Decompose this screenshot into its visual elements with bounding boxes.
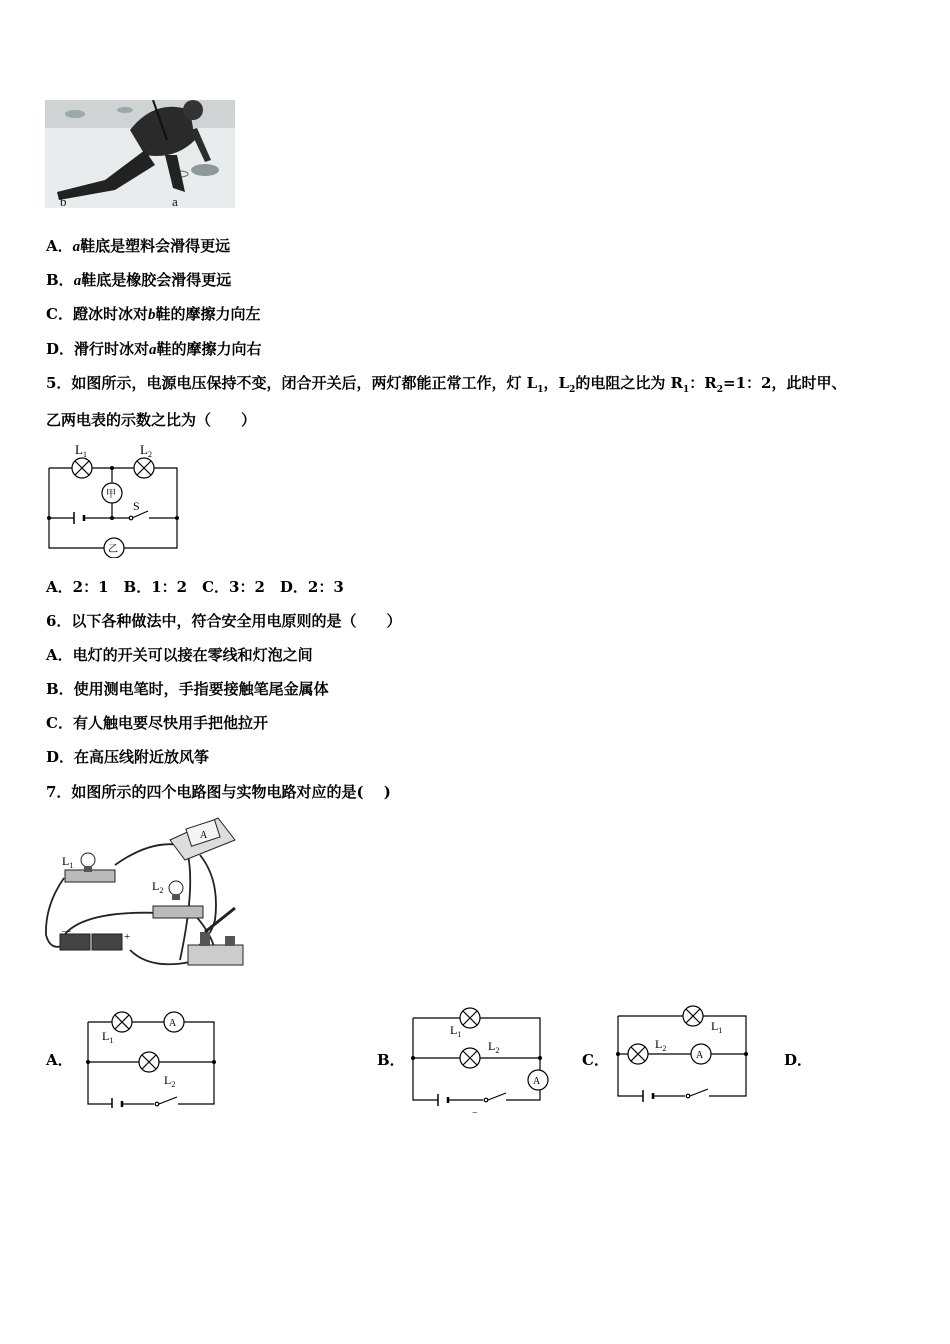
- photo-label-b: b: [60, 194, 67, 208]
- q5-circuit-diagram: [44, 438, 184, 558]
- q7-photo-ammeter: A: [200, 830, 208, 841]
- q7b-minus: −: [472, 1108, 478, 1117]
- q6-stem: 6．以下各种做法中，符合安全用电原则的是（ ）: [46, 612, 402, 630]
- q7-photo-plus: +: [124, 931, 131, 943]
- q5-fig-meter-jia: 甲: [106, 489, 116, 500]
- q7b-L1: $L_1$: [450, 1023, 462, 1039]
- q7-circuit-b[interactable]: [408, 1002, 553, 1117]
- q7c-L2: $L_2$: [655, 1037, 667, 1053]
- q7-circuit-a[interactable]: [82, 1008, 222, 1108]
- q7-photo-minus: —: [62, 926, 71, 936]
- q5-answer-options[interactable]: A．2：1 B．1：2 C．3：2 D．2：3: [46, 578, 344, 596]
- q7-option-b-label[interactable]: B．: [377, 1051, 405, 1069]
- q5-fig-L1: $L_1$: [75, 442, 87, 459]
- q7b-L2: $L_2$: [488, 1039, 500, 1055]
- q7-option-d-label[interactable]: D．: [784, 1051, 813, 1069]
- q6-option-b[interactable]: B．使用测电笔时，手指要接触笔尾金属体: [46, 680, 329, 698]
- q5-stem-line2: 乙两电表的示数之比为（ ）: [46, 411, 257, 429]
- q7-photo-L2: $L_2$: [152, 879, 164, 895]
- q6-option-a[interactable]: A．电灯的开关可以接在零线和灯泡之间: [46, 646, 313, 664]
- q6-option-d[interactable]: D．在高压线附近放风筝: [46, 748, 210, 766]
- q7-photo-L1: $L_1$: [62, 854, 74, 870]
- q7a-L2: $L_2$: [164, 1073, 176, 1089]
- q5-fig-switch-label: S: [133, 499, 140, 513]
- q7a-ammeter: A: [169, 1018, 177, 1029]
- q6-option-c[interactable]: C．有人触电要尽快用手把他拉开: [46, 714, 268, 732]
- curling-photo: [45, 100, 235, 208]
- q7-option-a-label[interactable]: A．: [46, 1051, 73, 1069]
- q4-option-b[interactable]: B．a鞋底是橡胶会滑得更远: [46, 271, 232, 289]
- q5-fig-meter-yi: 乙: [108, 544, 118, 555]
- q4-option-c[interactable]: C．蹬冰时冰对b鞋的摩擦力向左: [46, 305, 261, 323]
- q7c-ammeter: A: [696, 1050, 704, 1061]
- q7-option-c-label[interactable]: C．: [582, 1051, 609, 1069]
- q4-option-a[interactable]: A．a鞋底是塑料会滑得更远: [46, 237, 231, 255]
- q7a-L1: $L_1$: [102, 1029, 114, 1045]
- photo-label-a: a: [172, 194, 178, 208]
- q7b-ammeter: A: [533, 1076, 541, 1087]
- q7-circuit-c[interactable]: [613, 1000, 758, 1110]
- q7c-L1: $L_1$: [711, 1019, 723, 1035]
- q4-option-d[interactable]: D．滑行时冰对a鞋的摩擦力向右: [46, 340, 262, 358]
- q5-fig-L2: $L_2$: [140, 442, 152, 459]
- q5-stem-line1: 5．如图所示，电源电压保持不变，闭合开关后，两灯都能正常工作，灯 $L_1$，$L_2$的电阻之比为 $R_1$：$R_2=1$：2，此时甲、: [46, 374, 847, 395]
- q7-physical-circuit-photo: [40, 810, 250, 975]
- q7-stem: 7．如图所示的四个电路图与实物电路对应的是( ): [46, 783, 391, 801]
